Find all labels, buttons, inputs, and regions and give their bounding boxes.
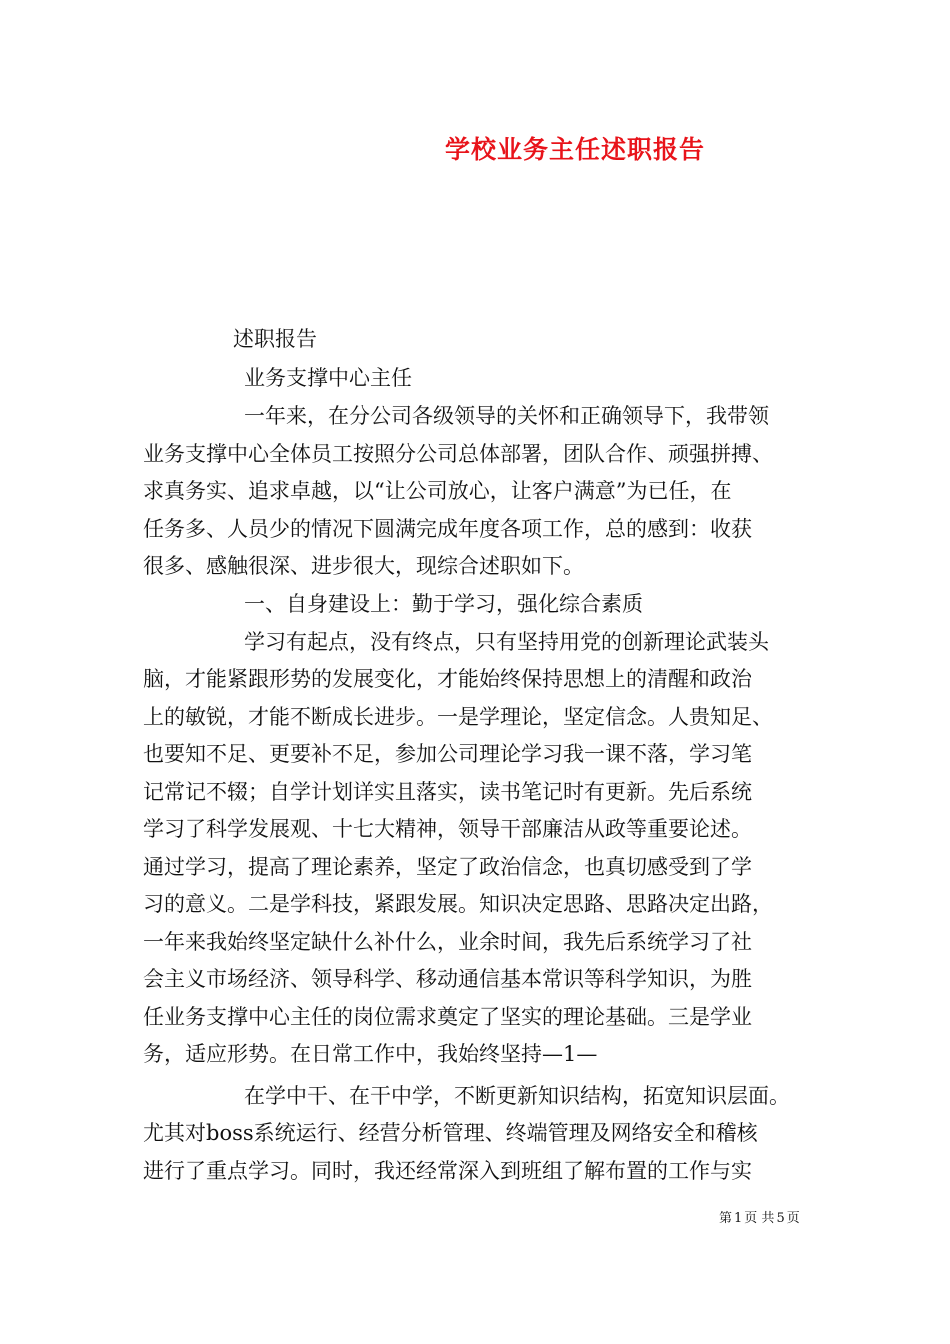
body-line: 通过学习，提高了理论素养，坚定了政治信念，也真切感受到了学 [143, 855, 752, 879]
footer-suffix: 页 [786, 1211, 800, 1226]
footer-middle: 页 共 [744, 1211, 775, 1226]
body-line: 进行了重点学习。同时，我还经常深入到班组了解布置的工作与实 [143, 1159, 752, 1183]
body-line: 也要知不足、更要补不足，参加公司理论学习我一课不落，学习笔 [143, 742, 752, 766]
footer-prefix: 第 [719, 1211, 733, 1226]
footer-current-page: 1 [734, 1211, 743, 1226]
body-line: 求真务实、追求卓越，以“让公司放心，让客户满意”为已任，在 [143, 479, 732, 503]
body-line: 述职报告 [233, 327, 317, 351]
body-line: 一年来我始终坚定缺什么补什么，业余时间，我先后系统学习了社 [143, 930, 752, 954]
document-title: 学校业务主任述职报告 [445, 135, 706, 164]
section-heading: 一、自身建设上：勤于学习，强化综合素质 [244, 592, 643, 616]
body-line: 一年来，在分公司各级领导的关怀和正确领导下，我带领 [244, 404, 769, 428]
body-line: 记常记不辍；自学计划详实且落实，读书笔记时有更新。先后系统 [143, 780, 752, 804]
body-line: 脑，才能紧跟形势的发展变化，才能始终保持思想上的清醒和政治 [143, 667, 752, 691]
body-line: 务，适应形势。在日常工作中，我始终坚持—1— [143, 1042, 598, 1066]
body-line: 很多、感触很深、进步很大，现综合述职如下。 [143, 554, 584, 578]
body-line: 会主义市场经济、领导科学、移动通信基本常识等科学知识，为胜 [143, 967, 752, 991]
body-line: 业务支撑中心全体员工按照分公司总体部署，团队合作、顽强拼搏、 [143, 442, 773, 466]
body-line: 上的敏锐，才能不断成长进步。一是学理论，坚定信念。人贵知足、 [143, 705, 773, 729]
body-line: 习的意义。二是学科技，紧跟发展。知识决定思路、思路决定出路， [143, 892, 773, 916]
page-footer [718, 1207, 801, 1226]
body-line: 学习了科学发展观、十七大精神，领导干部廉洁从政等重要论述。 [143, 817, 752, 841]
body-line: 任务多、人员少的情况下圆满完成年度各项工作，总的感到：收获 [143, 517, 752, 541]
body-line: 尤其对boss系统运行、经营分析管理、终端管理及网络安全和稽核 [143, 1121, 758, 1145]
footer-total-pages: 5 [776, 1211, 785, 1226]
body-line: 在学中干、在干中学，不断更新知识结构，拓宽知识层面。 [244, 1084, 790, 1108]
body-line: 任业务支撑中心主任的岗位需求奠定了坚实的理论基础。三是学业 [143, 1005, 752, 1029]
body-line: 学习有起点，没有终点，只有坚持用党的创新理论武装头 [244, 630, 769, 654]
body-line: 业务支撑中心主任 [244, 366, 412, 390]
